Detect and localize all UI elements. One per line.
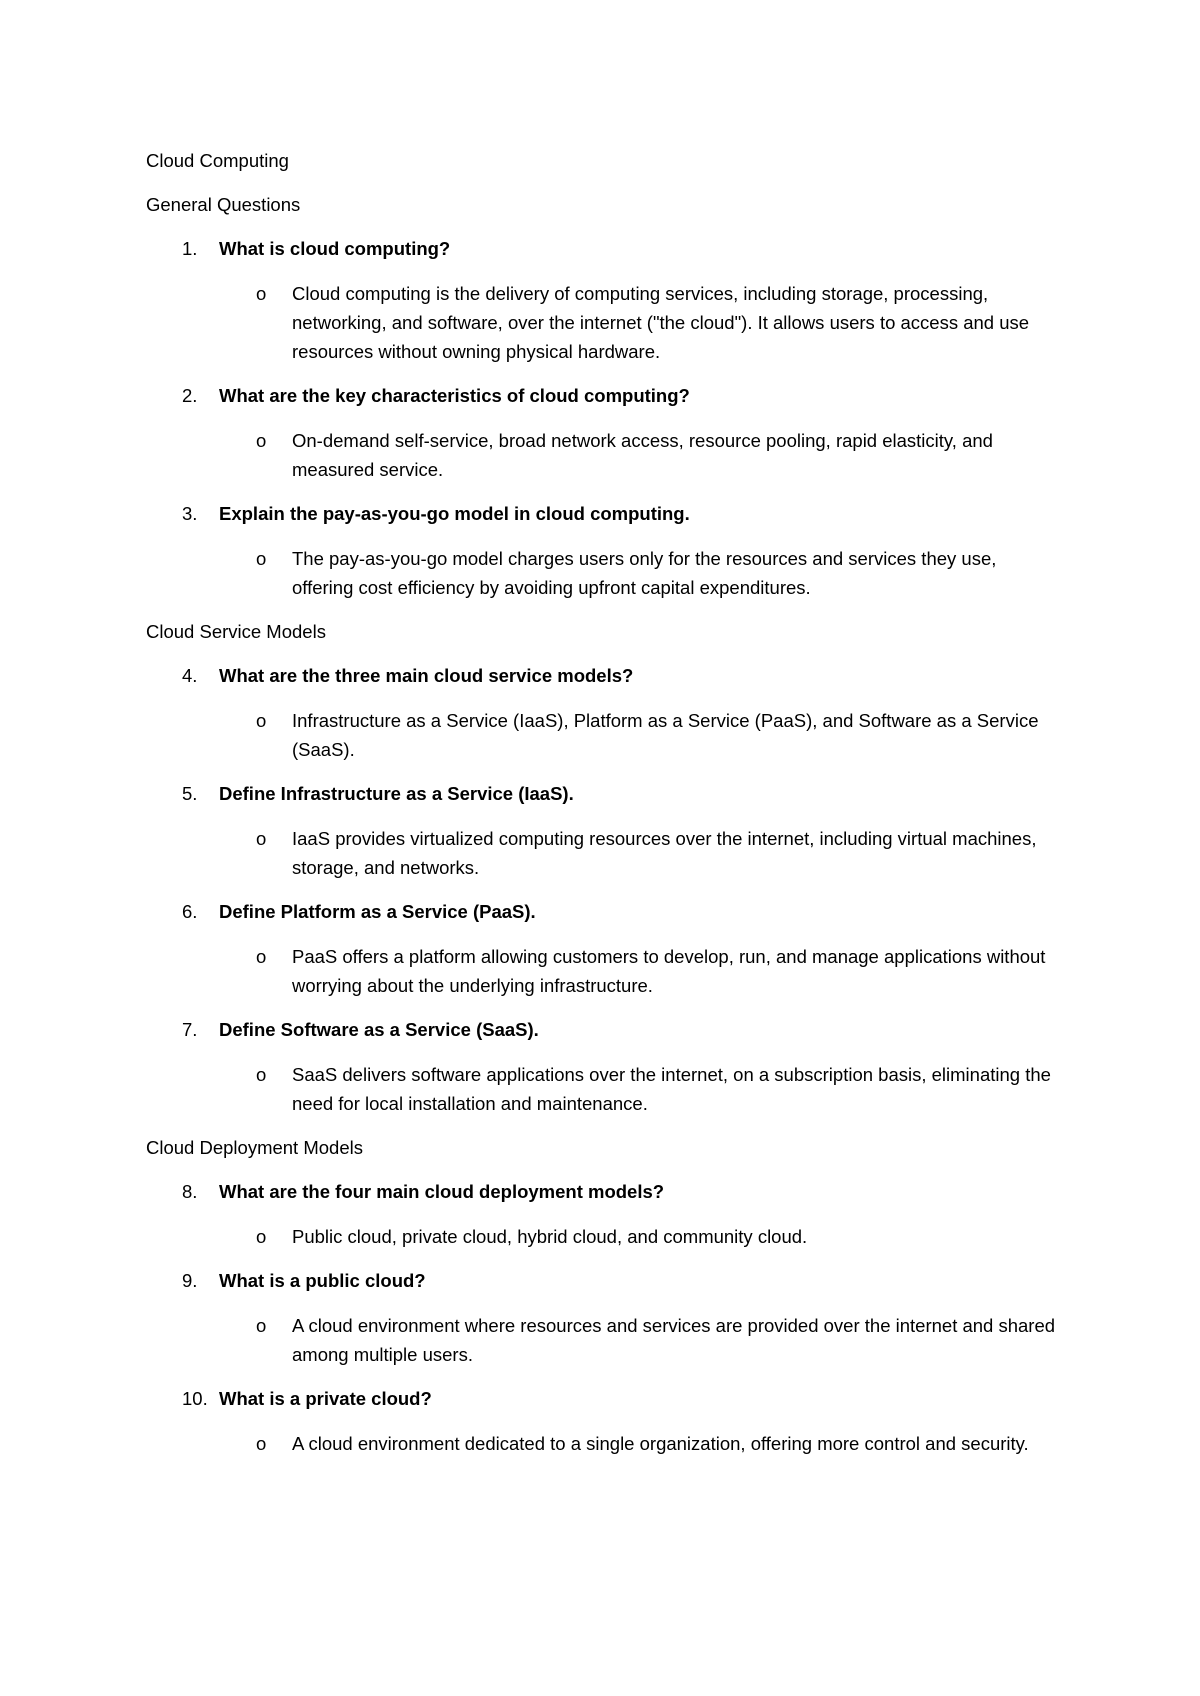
question-number: 7. bbox=[182, 1019, 198, 1040]
answer-item bbox=[146, 1060, 1066, 1118]
answer-text: The pay-as-you-go model charges users only for the resources and services they use, offering cost efficiency by avoiding upfront capital expenditures. bbox=[292, 548, 997, 598]
question-item bbox=[146, 897, 1066, 926]
question-item bbox=[146, 381, 1066, 410]
question-text: Define Platform as a Service (PaaS). bbox=[219, 901, 536, 922]
question-number: 1. bbox=[182, 238, 198, 259]
question-text: What are the four main cloud deployment models? bbox=[219, 1181, 665, 1202]
answer-item bbox=[146, 1429, 1066, 1458]
bullet-icon: o bbox=[256, 946, 267, 967]
question-number: 10. bbox=[182, 1388, 208, 1409]
question-number: 4. bbox=[182, 665, 198, 686]
answer-text: PaaS offers a platform allowing customers to develop, run, and manage applications without worrying about the underlying infrastructure. bbox=[292, 946, 1046, 996]
bullet-icon: o bbox=[256, 548, 267, 569]
question-text: What is a public cloud? bbox=[219, 1270, 426, 1291]
question-text: Explain the pay-as-you-go model in cloud computing. bbox=[219, 503, 690, 524]
bullet-icon: o bbox=[256, 828, 267, 849]
question-number: 3. bbox=[182, 503, 198, 524]
question-number: 6. bbox=[182, 901, 198, 922]
document-body bbox=[146, 146, 1066, 1458]
question-item bbox=[146, 499, 1066, 528]
answer-text: A cloud environment where resources and services are provided over the internet and shared among multiple users. bbox=[292, 1315, 1056, 1365]
answer-text: A cloud environment dedicated to a single organization, offering more control and security. bbox=[292, 1433, 1029, 1454]
answer-text: SaaS delivers software applications over the internet, on a subscription basis, eliminating the need for local installation and maintenance. bbox=[292, 1064, 1051, 1114]
answer-item bbox=[146, 279, 1066, 366]
answer-text: Infrastructure as a Service (IaaS), Platform as a Service (PaaS), and Software as a Service (SaaS). bbox=[292, 710, 1039, 760]
question-number: 5. bbox=[182, 783, 198, 804]
question-text: Define Software as a Service (SaaS). bbox=[219, 1019, 539, 1040]
question-item bbox=[146, 1384, 1066, 1413]
answer-text: Cloud computing is the delivery of computing services, including storage, processing, networking, and software, over the internet ("the cloud"). It allows users to access and use resources without owning physical hardware. bbox=[292, 283, 1030, 362]
answer-text: Public cloud, private cloud, hybrid cloud, and community cloud. bbox=[292, 1226, 808, 1247]
answer-item bbox=[146, 1311, 1066, 1369]
answer-item bbox=[146, 824, 1066, 882]
bullet-icon: o bbox=[256, 710, 267, 731]
question-text: What is cloud computing? bbox=[219, 238, 451, 259]
bullet-icon: o bbox=[256, 1433, 267, 1454]
question-number: 8. bbox=[182, 1181, 198, 1202]
document-title: Cloud Computing bbox=[146, 150, 289, 171]
question-item bbox=[146, 1177, 1066, 1206]
answer-item bbox=[146, 1222, 1066, 1251]
answer-item bbox=[146, 706, 1066, 764]
answer-item bbox=[146, 942, 1066, 1000]
question-text: What are the key characteristics of cloud computing? bbox=[219, 385, 690, 406]
question-item bbox=[146, 1015, 1066, 1044]
bullet-icon: o bbox=[256, 430, 267, 451]
answer-text: IaaS provides virtualized computing resources over the internet, including virtual machines, storage, and networks. bbox=[292, 828, 1037, 878]
question-item bbox=[146, 779, 1066, 808]
question-number: 9. bbox=[182, 1270, 198, 1291]
question-item bbox=[146, 234, 1066, 263]
question-item bbox=[146, 1266, 1066, 1295]
answer-item bbox=[146, 426, 1066, 484]
bullet-icon: o bbox=[256, 283, 267, 304]
question-item bbox=[146, 661, 1066, 690]
section-heading: Cloud Deployment Models bbox=[146, 1137, 363, 1158]
question-text: What is a private cloud? bbox=[219, 1388, 432, 1409]
section-heading: General Questions bbox=[146, 194, 301, 215]
section-heading: Cloud Service Models bbox=[146, 621, 326, 642]
question-text: Define Infrastructure as a Service (IaaS). bbox=[219, 783, 574, 804]
answer-text: On-demand self-service, broad network access, resource pooling, rapid elasticity, and measured service. bbox=[292, 430, 993, 480]
answer-item bbox=[146, 544, 1066, 602]
question-number: 2. bbox=[182, 385, 198, 406]
bullet-icon: o bbox=[256, 1064, 267, 1085]
bullet-icon: o bbox=[256, 1315, 267, 1336]
bullet-icon: o bbox=[256, 1226, 267, 1247]
question-text: What are the three main cloud service models? bbox=[219, 665, 634, 686]
